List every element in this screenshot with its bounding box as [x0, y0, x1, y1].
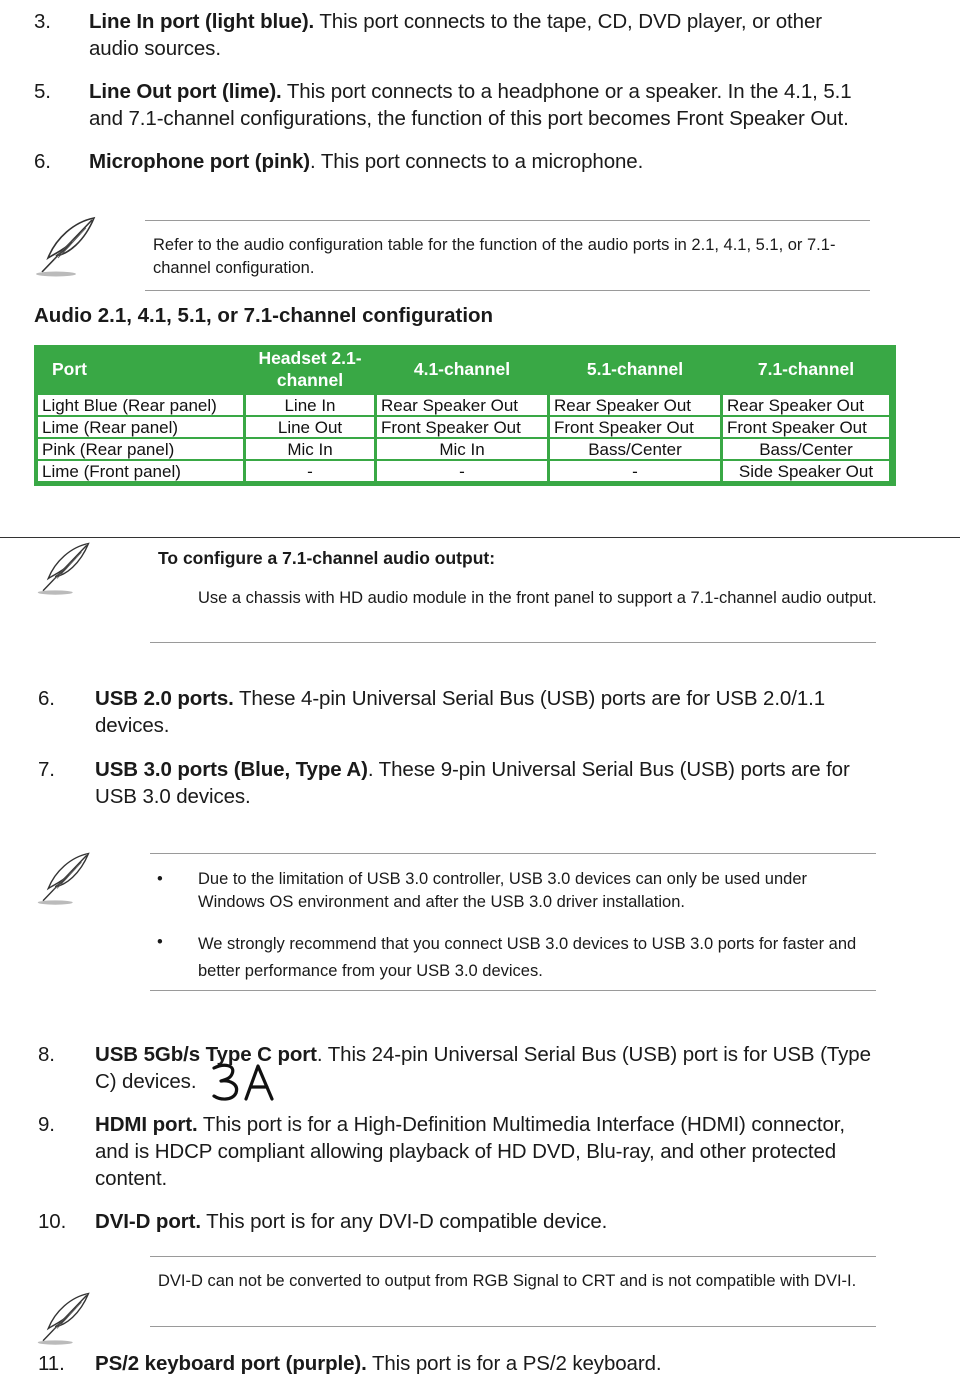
table-cell: Front Speaker Out — [723, 417, 889, 437]
table-cell: Mic In — [377, 439, 547, 459]
bullet-icon: • — [157, 933, 163, 951]
item-title: USB 2.0 ports. — [95, 687, 234, 710]
item-number: 6. — [34, 150, 51, 173]
table-header: 5.1-channel — [586, 359, 684, 379]
item-description: . This 24-pin Universal Serial Bus (USB) port is for USB (Type C) devices. — [95, 1043, 871, 1093]
handwritten-annotation — [210, 1062, 280, 1107]
item-text — [95, 756, 875, 810]
table-title: Audio 2.1, 4.1, 5.1, or 7.1-channel configuration — [34, 304, 494, 327]
item-number: 3. — [34, 10, 51, 33]
table-header: Port — [52, 359, 87, 379]
item-description: This port connects to the tape, CD, DVD player, or other audio sources. — [89, 10, 822, 60]
table-cell: Light Blue (Rear panel) — [38, 395, 243, 415]
item-number: 8. — [38, 1043, 55, 1066]
divider — [145, 220, 870, 221]
note-dvi: DVI-D can not be converted to output from RGB Signal to CRT and is not compatible with DVI-I. — [158, 1272, 857, 1290]
item-description: . These 9-pin Universal Serial Bus (USB) ports are for USB 3.0 devices. — [95, 758, 850, 808]
feather-note-icon — [34, 850, 94, 906]
table-cell: Pink (Rear panel) — [38, 439, 243, 459]
item-description: This port connects to a headphone or a speaker. In the 4.1, 5.1 and 7.1-channel configurations, the function of this port becomes Front Speaker Out. — [89, 80, 852, 130]
feather-note-icon — [34, 1290, 94, 1346]
item-title: USB 3.0 ports (Blue, Type A) — [95, 758, 368, 781]
table-header: Headset 2.1-channel — [258, 348, 362, 390]
note-bullet-text: We strongly recommend that you connect USB 3.0 devices to USB 3.0 ports for faster and better performance from your USB 3.0 devices. — [198, 935, 857, 980]
table-cell: - — [550, 461, 720, 481]
item-text — [89, 8, 869, 62]
item-text — [95, 1350, 875, 1377]
item-title: DVI-D port. — [95, 1210, 201, 1233]
table-cell: Rear Speaker Out — [723, 395, 889, 415]
item-text — [95, 1208, 875, 1235]
item-title: PS/2 keyboard port (purple). — [95, 1352, 367, 1375]
item-description: This port is for any DVI-D compatible device. — [200, 1210, 608, 1233]
page-separator — [0, 537, 960, 538]
divider — [145, 290, 870, 291]
table-cell: Line Out — [246, 417, 374, 437]
table-cell: Mic In — [246, 439, 374, 459]
table-cell: Lime (Front panel) — [38, 461, 243, 481]
item-title: HDMI port. — [95, 1113, 198, 1136]
item-number: 7. — [38, 758, 55, 781]
item-number: 6. — [38, 687, 55, 710]
item-title: USB 5Gb/s Type C port — [95, 1043, 317, 1066]
divider — [150, 990, 876, 991]
note-audio-config: Refer to the audio configuration table for the function of the audio ports in 2.1, 4.1, 5.1, or 7.1-channel configuration. — [153, 236, 836, 277]
table-cell: Front Speaker Out — [377, 417, 547, 437]
item-title: Line In port (light blue). — [89, 10, 315, 33]
item-description: These 4-pin Universal Serial Bus (USB) ports are for USB 2.0/1.1 devices. — [95, 687, 826, 737]
audio-config-table — [34, 345, 896, 486]
table-cell: Side Speaker Out — [723, 461, 889, 481]
note-body: Use a chassis with HD audio module in the front panel to support a 7.1-channel audio output. — [198, 589, 877, 607]
item-number: 10. — [38, 1210, 67, 1233]
item-text — [89, 148, 879, 175]
divider — [150, 642, 876, 643]
divider — [150, 1326, 876, 1327]
table-cell: Rear Speaker Out — [550, 395, 720, 415]
handwriting-3a — [210, 1062, 280, 1102]
table-cell: Rear Speaker Out — [377, 395, 547, 415]
table-cell: Line In — [246, 395, 374, 415]
feather-note-icon — [34, 214, 98, 278]
table-cell: - — [377, 461, 547, 481]
item-text — [95, 685, 865, 739]
divider — [150, 1256, 876, 1257]
item-number: 9. — [38, 1113, 55, 1136]
table-header: 4.1-channel — [413, 359, 511, 379]
divider — [150, 853, 876, 854]
table-header: 7.1-channel — [757, 359, 855, 379]
item-description: This port is for a High-Definition Multimedia Interface (HDMI) connector, and is HDCP compliant allowing playback of HD DVD, Blu-ray, and other protected content. — [95, 1113, 845, 1190]
table-cell: Bass/Center — [723, 439, 889, 459]
table-cell: Bass/Center — [550, 439, 720, 459]
item-text — [89, 78, 879, 132]
table-cell: Front Speaker Out — [550, 417, 720, 437]
note-title: To configure a 7.1-channel audio output: — [158, 548, 496, 568]
item-title: Line Out port (lime). — [89, 80, 282, 103]
table-cell: - — [246, 461, 374, 481]
item-description: This port is for a PS/2 keyboard. — [366, 1352, 662, 1375]
item-number: 5. — [34, 80, 51, 103]
note-bullet-text: Due to the limitation of USB 3.0 controller, USB 3.0 devices can only be used under Windows OS environment and after the USB 3.0 driver installation. — [198, 870, 808, 911]
table-cell: Lime (Rear panel) — [38, 417, 243, 437]
item-title: Microphone port (pink) — [89, 150, 310, 173]
item-description: . This port connects to a microphone. — [310, 150, 644, 173]
feather-note-icon — [34, 540, 94, 596]
item-text — [95, 1111, 855, 1192]
item-number: 11. — [38, 1352, 65, 1375]
bullet-icon: • — [157, 870, 163, 888]
